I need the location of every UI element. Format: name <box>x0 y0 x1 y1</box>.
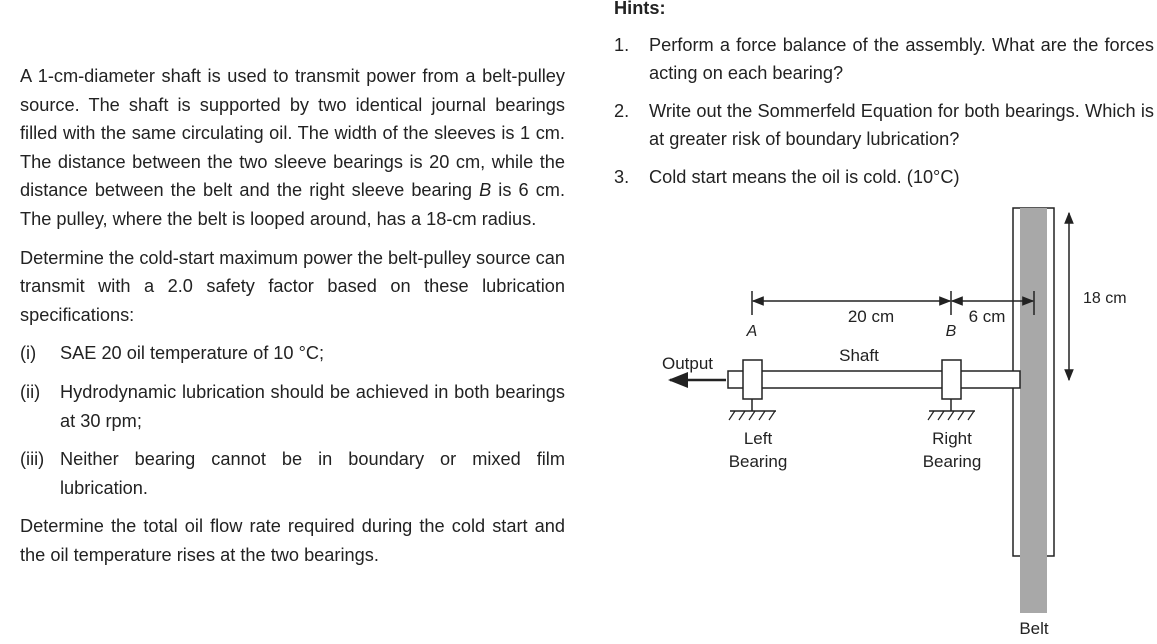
problem-paragraph-1: A 1-cm-diameter shaft is used to transmit power from a belt-pulley source. The shaft is supported by two identical journal bearings filled with the same circulating oil. The width of the sleeves is 1 cm. The distance between the two sleeve bearings is 20 cm, while the distance between the belt and the right sleeve bearing B is 6 cm. The pulley, where the belt is looped around, has a 18-cm radius. <box>20 66 565 229</box>
spec-text: Hydrodynamic lubrication should be achieved in both bearings at 30 rpm; <box>60 381 565 431</box>
spec-text: Neither bearing cannot be in boundary or mixed film lubrication. <box>60 449 565 498</box>
output-label: Output <box>662 354 714 373</box>
left-bearing <box>743 360 762 399</box>
right-bearing-label-2: Bearing <box>922 452 982 471</box>
problem-paragraph-2: Determine the cold-start maximum power the belt-pulley source can transmit with a 2.0 safety factor based on these lubrication specifications: <box>20 247 565 325</box>
label-a: A <box>746 323 758 340</box>
bearing-b-ref: B <box>479 180 492 201</box>
right-bearing-label: Right <box>932 429 972 448</box>
hint-text: Write out the Sommerfeld Equation for both bearings. Which is at greater risk of boundary lubrication? <box>649 100 1154 150</box>
hint-number: 1. <box>614 34 630 55</box>
hints-title: Hints: <box>614 0 666 18</box>
right-ground-hatch <box>928 411 974 420</box>
right-bearing <box>942 360 961 399</box>
belt <box>1020 208 1047 613</box>
hint-text: Cold start means the oil is cold. (10°C) <box>649 166 960 187</box>
belt-label: Belt <box>1019 619 1049 638</box>
hint-number: 3. <box>614 166 630 187</box>
hint-text: Perform a force balance of the assembly. What are the forces acting on each bearing? <box>649 34 1154 84</box>
spec-label: (iii) <box>20 449 45 470</box>
spec-label: (i) <box>20 343 37 364</box>
shaft-label: Shaft <box>839 346 879 365</box>
dim-18-label: 18 cm <box>1083 290 1127 307</box>
spec-label: (ii) <box>20 381 41 402</box>
hint-number: 2. <box>614 100 630 121</box>
shaft <box>728 371 1020 388</box>
spec-text: SAE 20 oil temperature of 10 °C; <box>60 343 325 364</box>
left-bearing-label: Left <box>743 429 773 448</box>
dim-6-label: 6 cm <box>968 307 1006 326</box>
label-b: B <box>945 323 957 340</box>
left-ground-hatch <box>729 411 775 420</box>
problem-paragraph-3: Determine the total oil flow rate required during the cold start and the oil temperature rises at the two bearings. <box>20 516 565 565</box>
dim-20-label: 20 cm <box>847 307 895 326</box>
left-bearing-label-2: Bearing <box>728 452 788 471</box>
